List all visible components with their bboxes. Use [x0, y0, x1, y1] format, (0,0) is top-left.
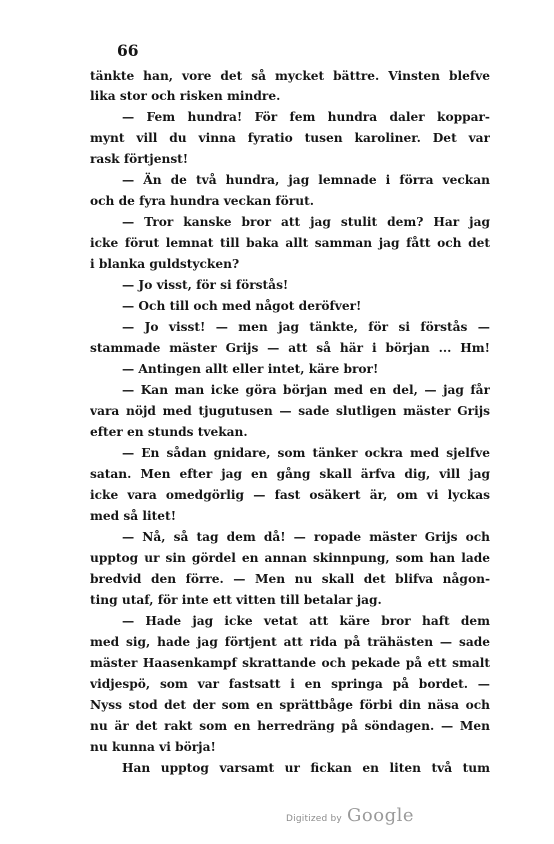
- text-line: — Antingen allt eller intet, käre bror!: [122, 362, 379, 376]
- text-line: — Och till och med något deröfver!: [122, 299, 362, 313]
- text-line: Han upptog varsamt ur fickan en liten två tum: [122, 761, 490, 775]
- google-logo: Google: [347, 805, 415, 826]
- text-line: lika stor och risken mindre.: [90, 89, 281, 103]
- text-line: — Hade jag icke vetat att käre bror haft dem: [122, 614, 490, 628]
- text-line: vidjespö, som var fastsatt i en springa på bordet. —: [90, 677, 490, 691]
- text-line: Nyss stod det der som en sprättbåge förbi din näsa och: [90, 698, 490, 712]
- text-line: — Tror kanske bror att jag stulit dem? Har jag: [122, 215, 490, 229]
- text-line: mäster Haasenkampf skrattande och pekade på ett smalt: [90, 656, 490, 670]
- text-line: satan. Men efter jag en gång skall ärfva dig, vill jag: [90, 467, 490, 481]
- text-line: mynt vill du vinna fyratio tusen karoliner. Det var: [90, 131, 490, 145]
- text-line: efter en stunds tvekan.: [90, 425, 248, 439]
- digitized-watermark: [286, 805, 414, 826]
- text-line: i blanka guldstycken?: [90, 257, 240, 271]
- text-line: — Än de två hundra, jag lemnade i förra veckan: [122, 173, 490, 187]
- text-line: upptog ur sin gördel en annan skinnpung, som han lade: [90, 551, 490, 565]
- text-line: vara nöjd med tjugutusen — sade slutligen mäster Grijs: [90, 404, 490, 418]
- text-line: och de fyra hundra veckan förut.: [90, 194, 314, 208]
- text-line: med så litet!: [90, 509, 177, 523]
- text-line: icke förut lemnat till baka allt samman jag fått och det: [90, 236, 490, 250]
- text-line: tänkte han, vore det så mycket bättre. Vinsten blefve: [90, 69, 490, 83]
- text-line: stammade mäster Grijs — att så här i början ... Hm!: [90, 341, 490, 355]
- text-line: — Kan man icke göra början med en del, — jag får: [122, 383, 490, 397]
- text-line: ting utaf, för inte ett vitten till betalar jag.: [90, 593, 382, 607]
- text-line: rask förtjenst!: [90, 152, 189, 166]
- text-line: — Jo visst, för si förstås!: [122, 278, 289, 292]
- text-line: — En sådan gnidare, som tänker ockra med sjelfve: [122, 446, 490, 460]
- text-line: nu är det rakt som en herredräng på söndagen. — Men: [90, 719, 490, 733]
- text-line: med sig, hade jag förtjent att rida på trähästen — sade: [90, 635, 490, 649]
- text-line: bredvid den förre. — Men nu skall det blifva någon-: [90, 572, 490, 586]
- text-line: — Nå, så tag dem då! — ropade mäster Grijs och: [122, 530, 490, 544]
- digitized-label: Digitized by: [286, 814, 342, 824]
- text-line: — Fem hundra! För fem hundra daler koppar-: [122, 110, 490, 124]
- page-number: 66: [117, 41, 139, 60]
- text-line: nu kunna vi börja!: [90, 740, 216, 754]
- text-line: icke vara omedgörlig — fast osäkert är, om vi lyckas: [90, 488, 490, 502]
- text-line: — Jo visst! — men jag tänkte, för si förstås —: [122, 320, 490, 334]
